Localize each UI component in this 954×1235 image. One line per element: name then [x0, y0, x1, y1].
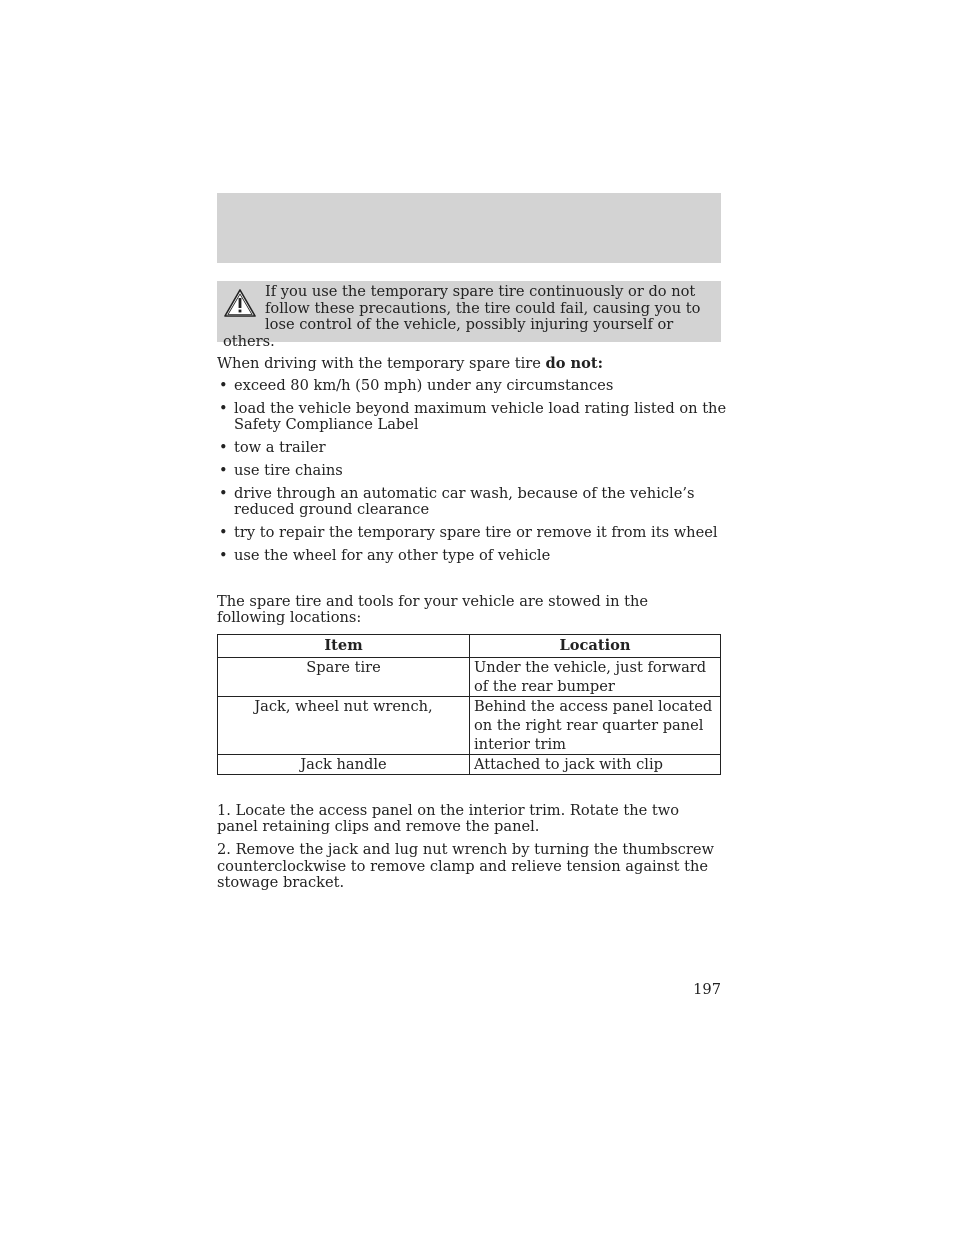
warning-box [217, 281, 721, 350]
list-item: • tow a trailer [219, 439, 326, 456]
list-item: • try to repair the temporary spare tire or remove it from its wheel [219, 523, 718, 541]
table-cell-location: Under the vehicle, just forward of the rear bumper [470, 658, 721, 697]
list-item: • drive through an automatic car wash, because of the vehicle’s reduced ground clearance [219, 484, 695, 518]
driving-intro [217, 355, 727, 372]
table-row [218, 658, 721, 697]
section-header-band [217, 193, 721, 263]
table-cell-item: Jack handle [218, 755, 470, 775]
step-2: 2. Remove the jack and lug nut wrench by turning the thumbscrew counterclockwise to remove clamp and relieve tension against the stowage bracket. [217, 841, 714, 892]
bullet-icon: • [219, 484, 228, 502]
table-cell-location: Behind the access panel located on the right rear quarter panel interior trim [470, 697, 721, 755]
driving-intro-emphasis: do not: [545, 355, 604, 372]
warning-text: If you use the temporary spare tire continuously or do not follow these precautions, the tire could fail, causing you to lose control of the vehicle, possibly injuring yourself or others. [223, 283, 701, 350]
page-number: 197 [693, 981, 721, 998]
column-header-location: Location [470, 635, 721, 658]
table-cell-item: Jack, wheel nut wrench, [218, 697, 470, 755]
table-cell-location: Attached to jack with clip [470, 755, 721, 775]
table-cell-item: Spare tire [218, 658, 470, 697]
bullet-icon: • [219, 439, 228, 456]
procedure-steps [217, 803, 721, 898]
list-item: • load the vehicle beyond maximum vehicle load rating listed on the Safety Compliance Label [219, 399, 727, 434]
bullet-icon: • [219, 546, 228, 564]
step-1: 1. Locate the access panel on the interior trim. Rotate the two panel retaining clips and remove the panel. [217, 802, 680, 836]
driving-intro-text: When driving with the temporary spare tire [217, 355, 541, 372]
list-item: • use the wheel for any other type of vehicle [219, 546, 551, 564]
precaution-list [217, 378, 727, 570]
bullet-icon: • [219, 461, 228, 479]
bullet-icon: • [219, 377, 228, 394]
bullet-icon: • [219, 523, 228, 541]
table-row [218, 697, 721, 755]
stowage-table [217, 634, 721, 775]
table-header-row [218, 635, 721, 658]
warning-triangle-icon [223, 287, 257, 319]
list-item: • use tire chains [219, 461, 343, 479]
stowage-intro: The spare tire and tools for your vehicle are stowed in the following locations: [217, 593, 649, 627]
list-item: • exceed 80 km/h (50 mph) under any circumstances [219, 377, 614, 394]
table-row [218, 755, 721, 775]
column-header-item: Item [218, 635, 470, 658]
bullet-icon: • [219, 399, 228, 417]
